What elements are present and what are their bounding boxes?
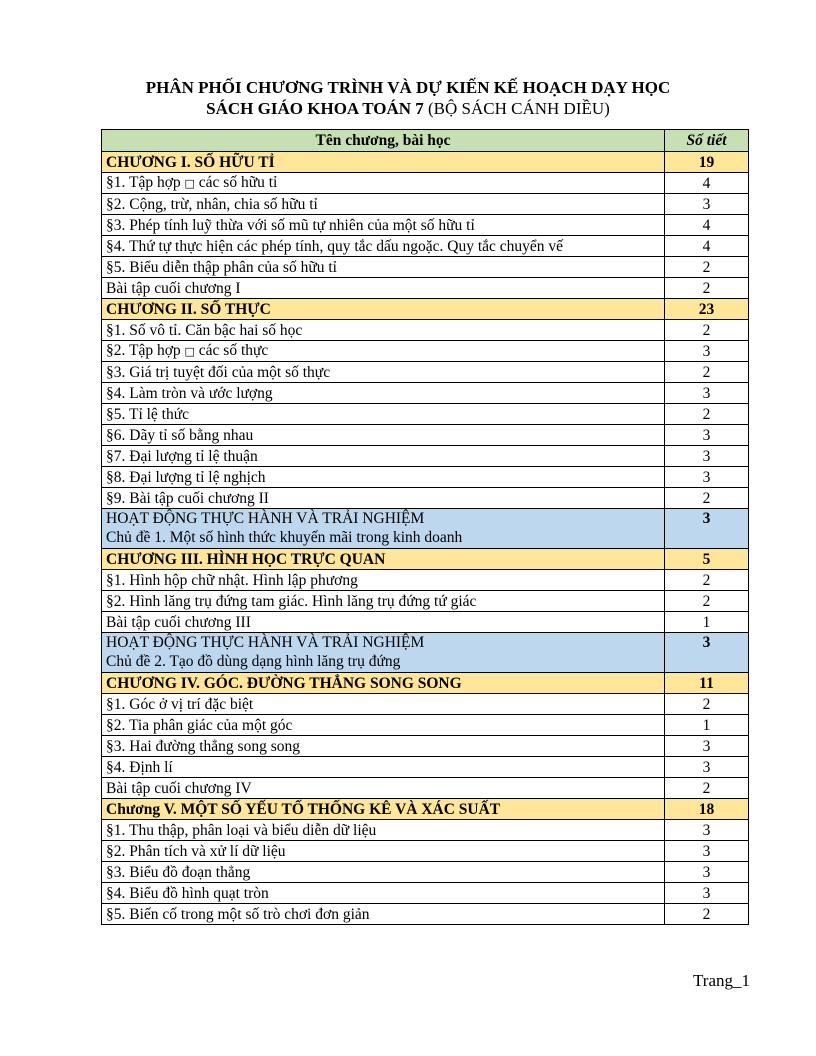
lesson-row [102,778,749,799]
lesson-title [102,883,665,904]
lesson-title [102,904,665,925]
row-label: §1. Hình hộp chữ nhật. Hình lập phương [106,571,358,589]
lesson-title [102,591,665,612]
column-header-periods: Số tiết [665,130,749,152]
period-count: 3 [665,883,749,904]
period-count: 2 [665,591,749,612]
period-count: 3 [665,633,749,673]
lesson-title [102,612,665,633]
activity-title [102,509,665,549]
lesson-title [102,467,665,488]
lesson-row [102,694,749,715]
period-count: 3 [665,736,749,757]
period-count: 3 [665,509,749,549]
chapter-title [102,673,665,694]
period-count: 3 [665,194,749,215]
period-count: 2 [665,257,749,278]
row-label-tail: các số hữu tỉ [194,174,278,191]
row-label: §5. Biểu diễn thập phân của số hữu tỉ [106,258,337,276]
period-count: 11 [665,673,749,694]
lesson-title [102,757,665,778]
lesson-row [102,278,749,299]
period-count: 2 [665,278,749,299]
lesson-row [102,194,749,215]
row-label: §7. Đại lượng tỉ lệ thuận [106,447,258,465]
period-count: 3 [665,841,749,862]
lesson-row [102,715,749,736]
period-count: 3 [665,341,749,362]
lesson-row [102,257,749,278]
row-label: HOẠT ĐỘNG THỰC HÀNH VÀ TRẢI NGHIỆM [106,634,425,651]
row-label: §4. Thứ tự thực hiện các phép tính, quy tắc dấu ngoặc. Quy tắc chuyển vế [106,237,564,255]
lesson-row [102,404,749,425]
lesson-row [102,488,749,509]
lesson-row [102,215,749,236]
row-label: §3. Phép tính luỹ thừa với số mũ tự nhiên của một số hữu tỉ [106,216,475,234]
lesson-title [102,694,665,715]
lesson-row [102,820,749,841]
lesson-row [102,425,749,446]
activity-topic: Chủ đề 2. Tạo đồ dùng dạng hình lăng trụ đứng [106,653,401,670]
lesson-title [102,841,665,862]
lesson-row [102,467,749,488]
row-label: §8. Đại lượng tỉ lệ nghịch [106,468,266,486]
lesson-title [102,404,665,425]
row-label: §1. Số vô tỉ. Căn bậc hai số học [106,321,303,339]
lesson-title [102,425,665,446]
lesson-row [102,446,749,467]
lesson-title [102,362,665,383]
activity-row [102,509,749,549]
row-label: §4. Biểu đồ hình quạt tròn [106,884,269,902]
lesson-title [102,278,665,299]
lesson-row [102,383,749,404]
period-count: 3 [665,757,749,778]
period-count: 3 [665,446,749,467]
lesson-row [102,736,749,757]
row-label-tail: các số thực [194,342,269,359]
period-count: 2 [665,570,749,591]
row-label: CHƯƠNG I. SỐ HỮU TỈ [106,153,275,171]
document-subtitle [0,98,816,119]
lesson-title [102,715,665,736]
period-count: 23 [665,299,749,320]
lesson-title [102,320,665,341]
lesson-title [102,236,665,257]
period-count: 5 [665,549,749,570]
row-label: CHƯƠNG II. SỐ THỰC [106,300,271,318]
lesson-title [102,194,665,215]
row-label: §3. Hai đường thẳng song song [106,737,300,755]
period-count: 2 [665,904,749,925]
textbook-series: (BỘ SÁCH CÁNH DIỀU) [423,99,610,118]
lesson-row [102,883,749,904]
row-label: §2. Tập hợp [106,342,185,359]
period-count: 3 [665,425,749,446]
lesson-row [102,570,749,591]
lesson-title [102,257,665,278]
document-title: PHÂN PHỐI CHƯƠNG TRÌNH VÀ DỰ KIẾN KẾ HOẠCH DẠY HỌC [145,78,671,97]
row-label: HOẠT ĐỘNG THỰC HÀNH VÀ TRẢI NGHIỆM [106,510,425,527]
lesson-row [102,173,749,194]
period-count: 4 [665,215,749,236]
chapter-row [102,799,749,820]
row-label: §3. Biểu đồ đoạn thẳng [106,863,251,881]
row-label: Bài tập cuối chương I [106,279,241,297]
row-label: §6. Dãy tỉ số bằng nhau [106,426,254,444]
lesson-row [102,591,749,612]
activity-topic: Chủ đề 1. Một số hình thức khuyến mãi trong kinh doanh [106,529,463,546]
period-count: 3 [665,820,749,841]
activity-title [102,633,665,673]
row-label: §2. Tia phân giác của một góc [106,716,293,734]
row-label: §1. Thu thập, phân loại và biểu diễn dữ liệu [106,821,377,839]
row-label: §9. Bài tập cuối chương II [106,489,269,507]
period-count: 4 [665,173,749,194]
lesson-row [102,362,749,383]
lesson-row [102,236,749,257]
column-header-lesson: Tên chương, bài học [102,130,665,152]
lesson-title [102,736,665,757]
chapter-title [102,299,665,320]
page-number: Trang_1 [693,971,750,990]
period-count: 2 [665,404,749,425]
lesson-title [102,173,665,194]
row-label: CHƯƠNG III. HÌNH HỌC TRỰC QUAN [106,550,386,568]
curriculum-table [101,129,749,925]
row-label: CHƯƠNG IV. GÓC. ĐƯỜNG THẲNG SONG SONG [106,674,462,692]
chapter-row [102,549,749,570]
period-count: 2 [665,778,749,799]
chapter-row [102,299,749,320]
lesson-title [102,215,665,236]
lesson-row [102,341,749,362]
set-symbol-glyph: □ [184,177,195,190]
period-count: 3 [665,383,749,404]
lesson-row [102,612,749,633]
row-label: §5. Tỉ lệ thức [106,405,190,423]
row-label: §4. Định lí [106,758,173,776]
period-count: 2 [665,488,749,509]
lesson-row [102,320,749,341]
lesson-title [102,383,665,404]
period-count: 2 [665,320,749,341]
row-label: §2. Cộng, trừ, nhân, chia số hữu tỉ [106,195,318,213]
period-count: 3 [665,862,749,883]
lesson-row [102,862,749,883]
row-label: §1. Tập hợp [106,174,185,191]
row-label: Bài tập cuối chương III [106,613,251,631]
row-label: §2. Hình lăng trụ đứng tam giác. Hình lăng trụ đứng tứ giác [106,592,477,610]
chapter-title [102,152,665,173]
row-label: §1. Góc ở vị trí đặc biệt [106,695,254,713]
textbook-name: SÁCH GIÁO KHOA TOÁN 7 [206,99,424,118]
period-count: 2 [665,694,749,715]
period-count: 18 [665,799,749,820]
period-count: 2 [665,362,749,383]
chapter-title [102,799,665,820]
row-label: §5. Biến cố trong một số trò chơi đơn giản [106,905,370,923]
chapter-row [102,152,749,173]
period-count: 19 [665,152,749,173]
chapter-title [102,549,665,570]
set-symbol-glyph: □ [184,345,195,358]
lesson-title [102,341,665,362]
table-header-row [102,130,749,152]
lesson-title [102,820,665,841]
lesson-title [102,778,665,799]
lesson-title [102,570,665,591]
period-count: 1 [665,715,749,736]
row-label: §4. Làm tròn và ước lượng [106,384,273,402]
lesson-row [102,841,749,862]
row-label: Bài tập cuối chương IV [106,779,252,797]
lesson-row [102,904,749,925]
lesson-row [102,757,749,778]
lesson-title [102,488,665,509]
lesson-title [102,446,665,467]
lesson-title [102,862,665,883]
activity-row [102,633,749,673]
row-label: §3. Giá trị tuyệt đối của một số thực [106,363,331,381]
chapter-row [102,673,749,694]
row-label: Chương V. MỘT SỐ YẾU TỐ THỐNG KÊ VÀ XÁC SUẤT [106,800,501,818]
period-count: 1 [665,612,749,633]
period-count: 4 [665,236,749,257]
row-label: §2. Phân tích và xử lí dữ liệu [106,842,286,860]
period-count: 3 [665,467,749,488]
